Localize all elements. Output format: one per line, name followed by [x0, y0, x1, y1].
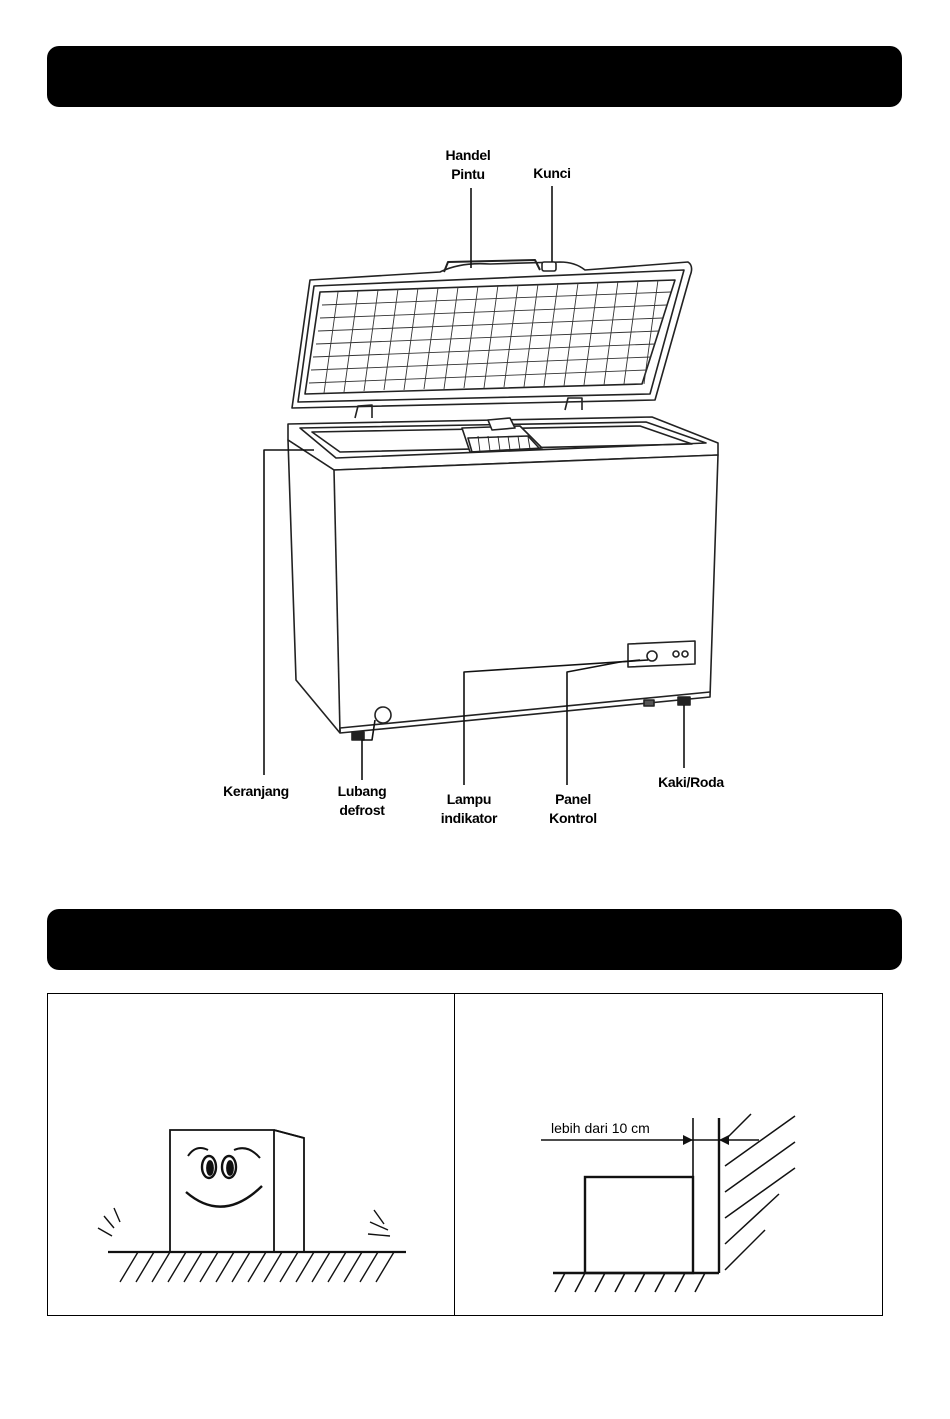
control-panel: [628, 641, 695, 667]
appliance-box: [585, 1177, 693, 1273]
label-feet-wheels: Kaki/Roda: [658, 774, 724, 790]
section-header-bar: [47, 909, 902, 970]
wall-clearance-illustration: [455, 994, 882, 1315]
level-floor-illustration: [48, 994, 455, 1315]
label-door-handle: Handel Pintu: [445, 147, 491, 182]
lock: [542, 262, 556, 271]
freezer-body: [288, 440, 718, 733]
label-basket: Keranjang: [223, 783, 289, 799]
clearance-label: lebih dari 10 cm: [551, 1120, 650, 1136]
label-control-panel: Panel Kontrol: [549, 791, 597, 826]
foot-left: [352, 732, 364, 740]
label-indicator-lamp: Lampu indikator: [440, 791, 498, 826]
label-lock: Kunci: [533, 165, 571, 181]
defrost-drain: [375, 707, 391, 723]
level-floor-panel: [47, 993, 456, 1316]
wall-clearance-panel: [454, 993, 883, 1316]
foot-right: [678, 697, 690, 705]
label-defrost-drain: Lubang defrost: [337, 783, 387, 818]
